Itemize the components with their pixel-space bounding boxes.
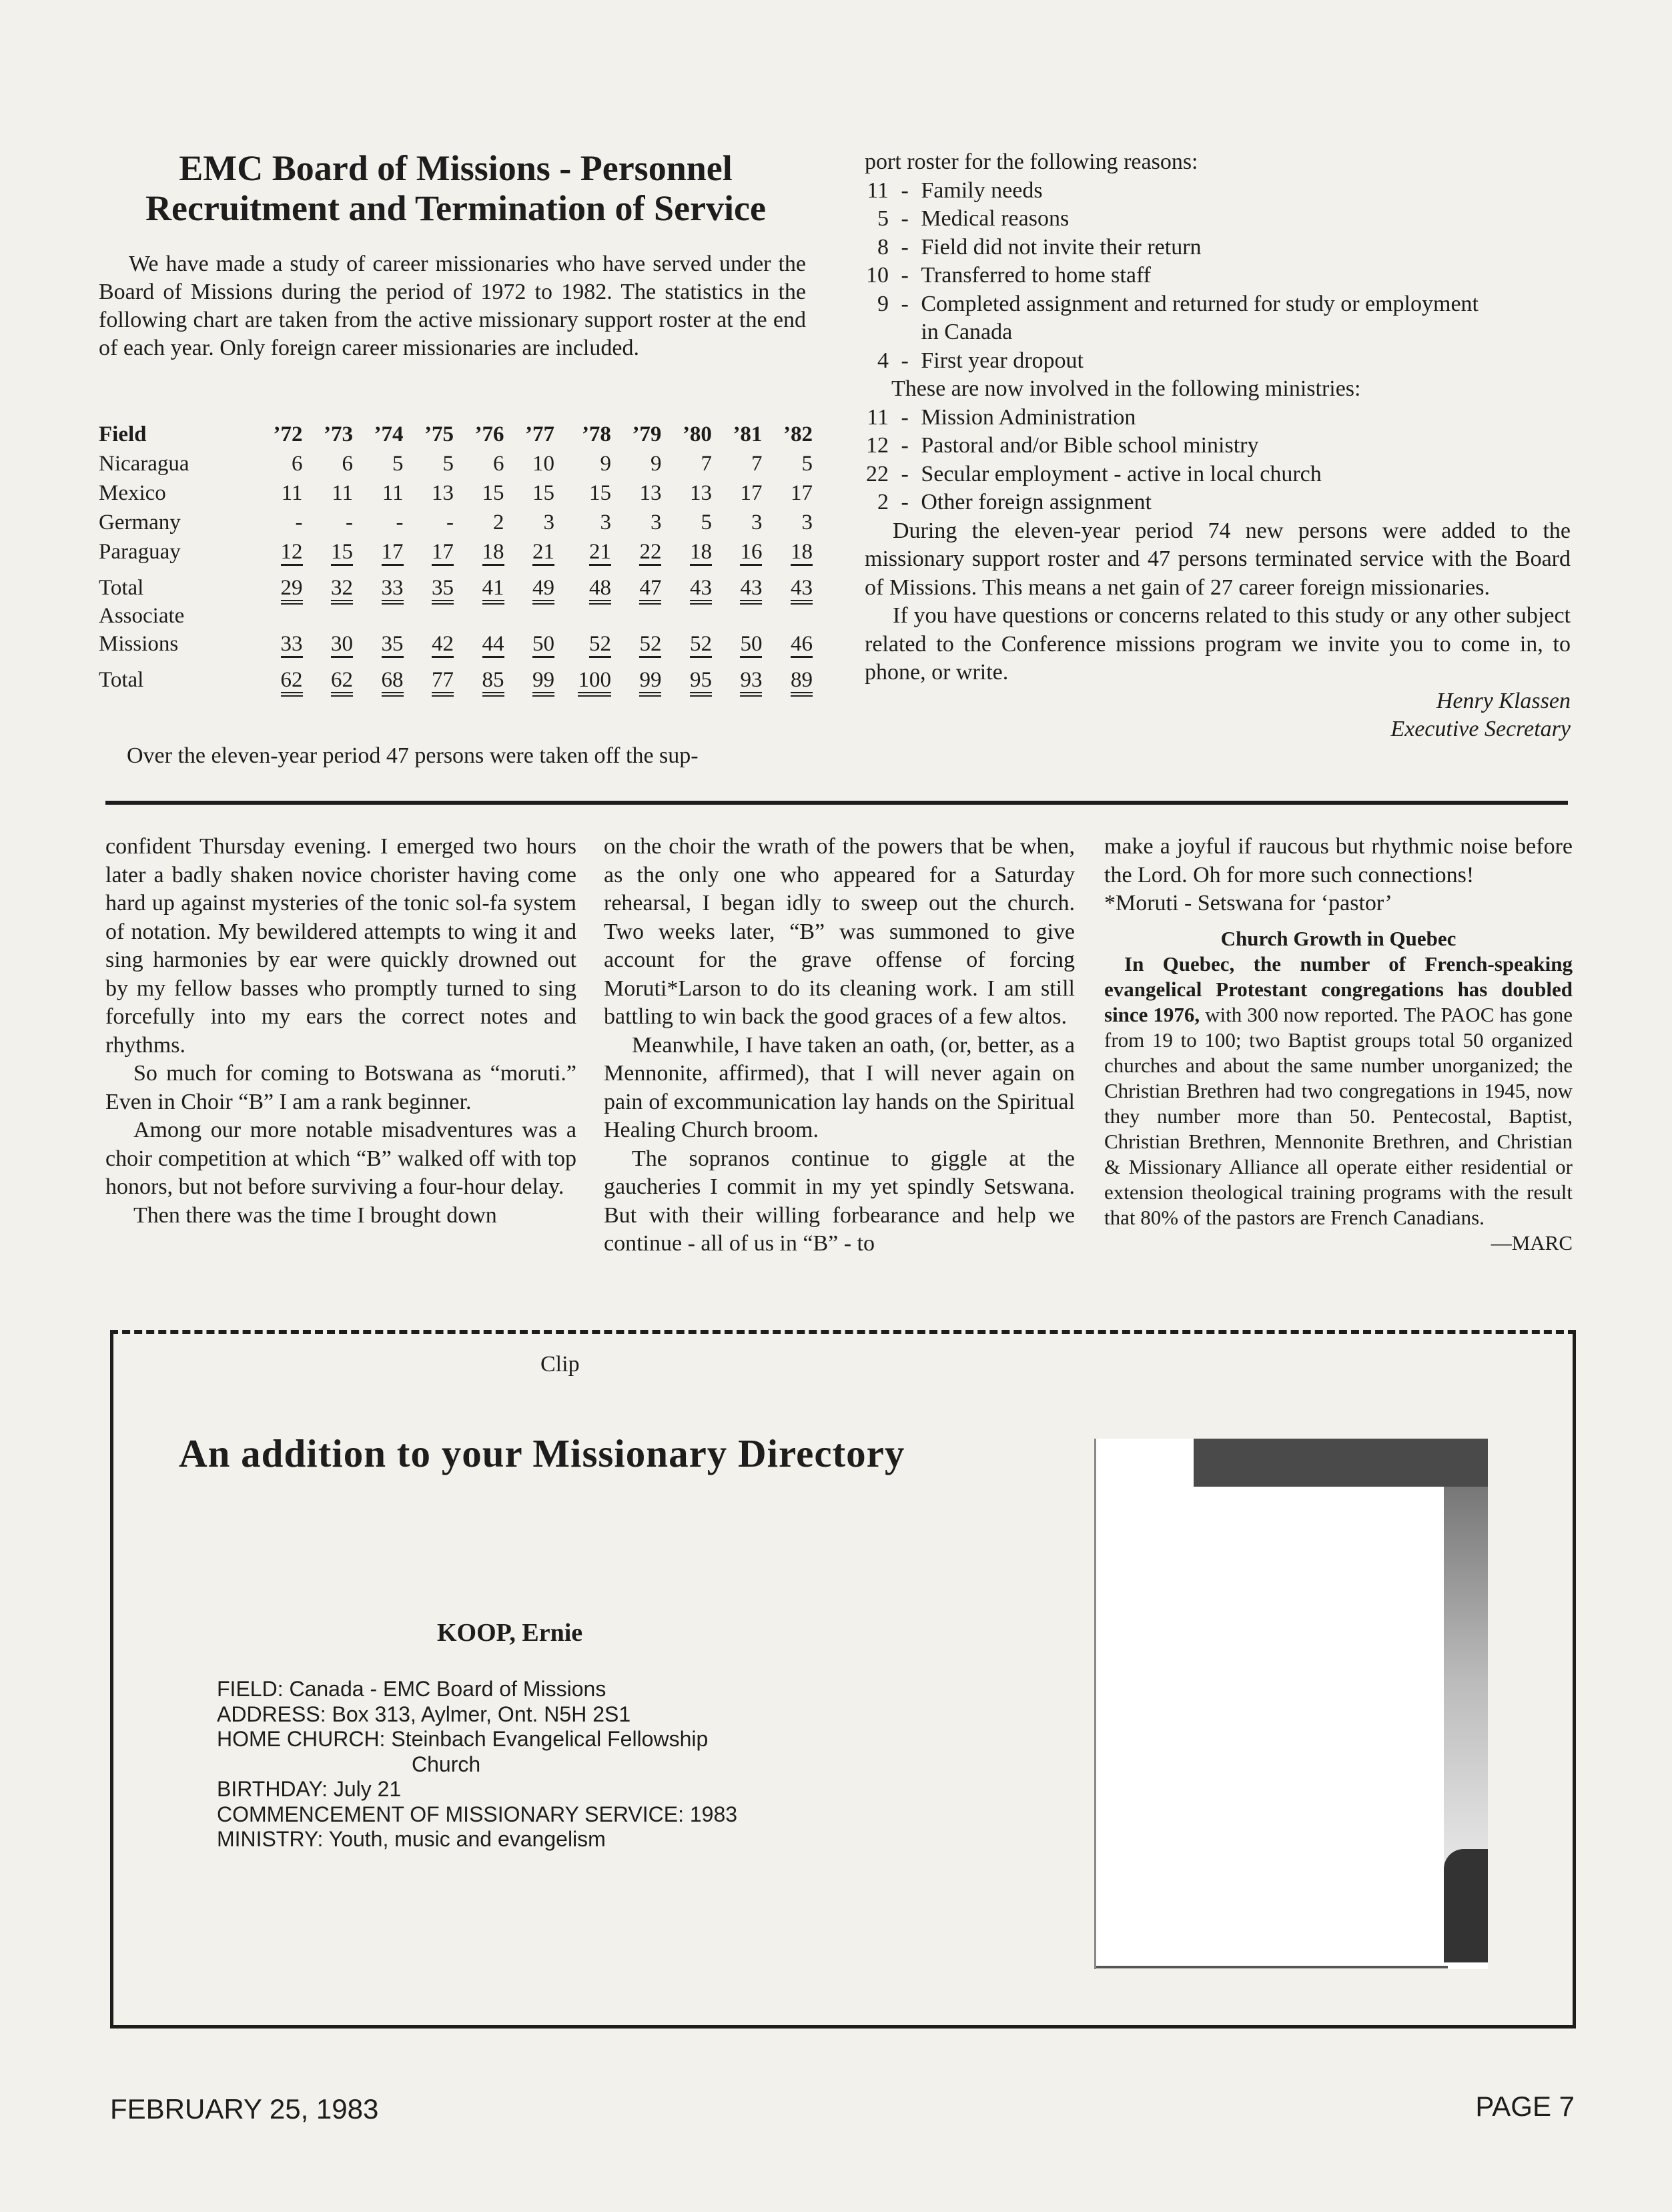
list-item bbox=[865, 404, 1571, 432]
table-cell bbox=[353, 448, 404, 478]
article-title bbox=[99, 148, 813, 228]
cell-value: 47 bbox=[639, 576, 661, 605]
table-cell bbox=[454, 658, 504, 694]
ministries-list bbox=[865, 404, 1571, 517]
clip-label: Clip bbox=[540, 1352, 580, 1377]
column-header: ’73 bbox=[324, 422, 353, 446]
cell-value: 3 bbox=[600, 510, 611, 534]
table-cell bbox=[252, 507, 303, 536]
cell-value: 50 bbox=[532, 632, 554, 658]
column-header: Field bbox=[99, 422, 147, 446]
cell-value: 32 bbox=[331, 576, 353, 605]
cell-value: 44 bbox=[482, 632, 504, 658]
continued-text: port roster for the following reasons: bbox=[865, 149, 1198, 174]
signature-name: Henry Klassen bbox=[1436, 688, 1571, 713]
cell-value: 77 bbox=[432, 668, 454, 697]
cell-value: 6 bbox=[342, 452, 353, 476]
table-cell bbox=[554, 478, 611, 507]
table-cell bbox=[454, 478, 504, 507]
footer-date: FEBRUARY 25, 1983 bbox=[110, 2093, 379, 2125]
photo-shadow bbox=[1194, 1439, 1488, 1487]
cell-value: 13 bbox=[432, 481, 454, 505]
table-cell bbox=[303, 478, 354, 507]
table-cell bbox=[454, 507, 504, 536]
table-cell bbox=[762, 478, 813, 507]
cell-value: 35 bbox=[382, 632, 404, 658]
cell-value: 50 bbox=[740, 632, 762, 658]
detail-home-church-cont: Church bbox=[412, 1752, 481, 1776]
cell-value: - bbox=[446, 510, 454, 534]
article-title-line1: EMC Board of Missions - Personnel bbox=[179, 148, 733, 188]
table-cell bbox=[303, 566, 354, 602]
table-cell bbox=[712, 602, 763, 658]
table-row bbox=[99, 602, 813, 658]
list-item-count: 4 bbox=[877, 348, 889, 373]
cell-value: 15 bbox=[482, 481, 504, 505]
paragraph: The sopranos continue to giggle at the gaucheries I commit in my yet spindly Setswana. But with their willing forbearance and help we continue - all of us in “B” - to bbox=[604, 1146, 1075, 1256]
list-item-line: First year dropout bbox=[921, 348, 1084, 373]
quebec-lead: In Quebec, the number of French-speaking evangelical Protestant congregations has doubled since 1976, bbox=[1104, 952, 1573, 1026]
table-cell bbox=[611, 536, 662, 566]
list-item-line: Field did not invite their return bbox=[921, 234, 1202, 260]
column-header: ’75 bbox=[424, 422, 454, 446]
list-item-dash: - bbox=[895, 490, 915, 514]
table-row bbox=[99, 658, 813, 694]
cell-value: 49 bbox=[532, 576, 554, 605]
row-label bbox=[99, 602, 252, 658]
table-cell bbox=[303, 602, 354, 658]
table-row bbox=[99, 566, 813, 602]
cell-value: 9 bbox=[650, 452, 662, 476]
table-cell bbox=[712, 507, 763, 536]
missionary-details bbox=[217, 1677, 737, 1852]
table-cell bbox=[611, 478, 662, 507]
table-cell bbox=[554, 507, 611, 536]
table-cell bbox=[712, 658, 763, 694]
table-cell bbox=[252, 658, 303, 694]
photo-bottom-line bbox=[1094, 1966, 1448, 1968]
cell-value: 16 bbox=[740, 540, 762, 566]
table-cell bbox=[252, 478, 303, 507]
table-row bbox=[99, 478, 813, 507]
table-cell bbox=[252, 448, 303, 478]
table-cell bbox=[712, 566, 763, 602]
list-item-dash: - bbox=[895, 177, 915, 203]
column-header: ’76 bbox=[474, 422, 504, 446]
table-cell bbox=[661, 658, 712, 694]
table-cell bbox=[353, 507, 404, 536]
cell-value: 62 bbox=[331, 668, 353, 697]
table-cell bbox=[661, 602, 712, 658]
cell-value: 22 bbox=[639, 540, 661, 566]
table-cell bbox=[762, 448, 813, 478]
table-cell bbox=[712, 448, 763, 478]
paragraph: Then there was the time I brought down bbox=[133, 1202, 497, 1228]
column-header: ’78 bbox=[581, 422, 611, 446]
cell-value: 52 bbox=[589, 632, 611, 658]
cell-value: 7 bbox=[701, 452, 712, 476]
list-item-dash: - bbox=[895, 206, 915, 231]
cell-value: 7 bbox=[751, 452, 763, 476]
table-cell bbox=[404, 658, 454, 694]
table-cell bbox=[762, 658, 813, 694]
list-item-text bbox=[921, 432, 1258, 460]
cell-value: - bbox=[295, 510, 303, 534]
paragraph-net-gain: During the eleven-year period 74 new persons were added to the missionary support roster and 47 persons terminated service with the Board of Missions. This means a net gain of 27 career foreign missionaries. bbox=[865, 518, 1571, 600]
table-cell bbox=[303, 658, 354, 694]
table-cell bbox=[611, 658, 662, 694]
list-item-text bbox=[921, 177, 1042, 206]
table-row bbox=[99, 448, 813, 478]
table-cell bbox=[661, 478, 712, 507]
footer-page-number: PAGE 7 bbox=[1475, 2091, 1575, 2122]
table-cell bbox=[252, 536, 303, 566]
list-item bbox=[865, 432, 1571, 460]
table-cell bbox=[504, 566, 555, 602]
cell-value: 5 bbox=[442, 452, 454, 476]
detail-field: FIELD: Canada - EMC Board of Missions bbox=[217, 1677, 606, 1701]
list-item bbox=[865, 177, 1571, 206]
cell-value: 17 bbox=[791, 481, 813, 505]
table-cell bbox=[504, 478, 555, 507]
table-header-row bbox=[99, 419, 813, 448]
table-cell bbox=[554, 658, 611, 694]
cell-value: 11 bbox=[281, 481, 303, 505]
table-cell bbox=[404, 566, 454, 602]
table-cell bbox=[762, 536, 813, 566]
cell-value: 85 bbox=[482, 668, 504, 697]
cell-value: 62 bbox=[281, 668, 303, 697]
list-item-text bbox=[921, 404, 1136, 432]
table-cell bbox=[404, 478, 454, 507]
list-item-line: Transferred to home staff bbox=[921, 263, 1151, 288]
cell-value: 42 bbox=[432, 632, 454, 658]
cell-value: 11 bbox=[332, 481, 353, 505]
cell-value: 48 bbox=[589, 576, 611, 605]
list-item-count: 9 bbox=[877, 291, 889, 316]
cell-value: 9 bbox=[600, 452, 611, 476]
ministries-intro: These are now involved in the following ministries: bbox=[891, 376, 1361, 401]
missionary-photo bbox=[1094, 1439, 1488, 1969]
cell-value: 15 bbox=[588, 481, 611, 505]
table-cell bbox=[712, 536, 763, 566]
cell-value: 3 bbox=[801, 510, 813, 534]
list-item-line: in Canada bbox=[921, 320, 1013, 344]
column-header: ’79 bbox=[632, 422, 662, 446]
list-item-line: Secular employment - active in local church bbox=[921, 461, 1322, 486]
table-cell bbox=[303, 536, 354, 566]
list-item bbox=[865, 234, 1571, 262]
list-item-line: Completed assignment and returned for study or employment bbox=[921, 291, 1479, 316]
table-cell bbox=[504, 507, 555, 536]
cell-value: 95 bbox=[690, 668, 712, 697]
table-cell bbox=[611, 507, 662, 536]
list-item-count: 5 bbox=[877, 206, 889, 231]
table-cell bbox=[554, 602, 611, 658]
list-item-count: 8 bbox=[877, 234, 889, 260]
cell-value: 15 bbox=[532, 481, 554, 505]
table-cell bbox=[504, 448, 555, 478]
table-cell bbox=[353, 658, 404, 694]
cell-value: 13 bbox=[639, 481, 662, 505]
table-cell bbox=[252, 602, 303, 658]
table-cell bbox=[504, 536, 555, 566]
signature-title: Executive Secretary bbox=[1390, 717, 1571, 741]
detail-birthday: BIRTHDAY: July 21 bbox=[217, 1777, 402, 1801]
table-cell bbox=[661, 507, 712, 536]
table-cell bbox=[454, 566, 504, 602]
cell-value: 35 bbox=[432, 576, 454, 605]
list-item-count: 2 bbox=[877, 490, 889, 514]
cell-value: 18 bbox=[482, 540, 504, 566]
list-item-dash: - bbox=[895, 291, 915, 316]
detail-address: ADDRESS: Box 313, Aylmer, Ont. N5H 2S1 bbox=[217, 1702, 631, 1726]
article-title-line2: Recruitment and Termination of Service bbox=[145, 188, 766, 228]
paragraph: confident Thursday evening. I emerged two hours later a badly shaken novice chorister having come hard up against mysteries of the tonic sol-fa system of notation. My bewildered attempts to wing it and sing harmonies by ear were quickly drowned out by my fellow basses who promptly turned to sing forcefully into my ears the correct notes and rhythms. bbox=[105, 834, 576, 1058]
table-cell bbox=[404, 507, 454, 536]
detail-home-church: HOME CHURCH: Steinbach Evangelical Fellowship bbox=[217, 1727, 709, 1751]
row-label-line: Missions bbox=[99, 632, 179, 656]
cell-value: 3 bbox=[543, 510, 554, 534]
table-cell bbox=[611, 448, 662, 478]
list-item-text bbox=[921, 488, 1152, 517]
list-item-text bbox=[921, 290, 1479, 347]
cell-value: 100 bbox=[578, 668, 611, 697]
paragraph: Meanwhile, I have taken an oath, (or, better, as a Mennonite, affirmed), that I will never again on pain of excommunication lay hands on the Spiritual Healing Church broom. bbox=[604, 1032, 1075, 1142]
choir-column-2 bbox=[604, 833, 1075, 1258]
column-header: ’82 bbox=[783, 422, 813, 446]
section-divider bbox=[105, 801, 1568, 805]
list-item bbox=[865, 460, 1571, 489]
list-item-text bbox=[921, 262, 1151, 290]
list-item-line: Other foreign assignment bbox=[921, 490, 1152, 514]
table-cell bbox=[611, 566, 662, 602]
article-intro: We have made a study of career missionaries who have served under the Board of Missions during the period of 1972 to 1982. The statistics in the following chart are taken from the active missionary support roster at the end of each year. Only foreign career missionaries are included. bbox=[99, 252, 806, 360]
photo-left-edge bbox=[1094, 1439, 1096, 1969]
table-cell bbox=[504, 658, 555, 694]
list-item bbox=[865, 205, 1571, 234]
cell-value: 17 bbox=[432, 540, 454, 566]
table-cell bbox=[762, 507, 813, 536]
list-item-text bbox=[921, 234, 1201, 262]
cell-value: 17 bbox=[740, 481, 763, 505]
table-cell bbox=[661, 566, 712, 602]
row-label: Total bbox=[99, 668, 144, 692]
table-body bbox=[99, 448, 813, 694]
detail-ministry: MINISTRY: Youth, music and evangelism bbox=[217, 1827, 606, 1851]
row-label: Nicaragua bbox=[99, 452, 189, 476]
cell-value: 29 bbox=[281, 576, 303, 605]
reasons-list bbox=[865, 177, 1571, 376]
row-label: Paraguay bbox=[99, 540, 181, 564]
photo-dark-corner bbox=[1444, 1849, 1488, 1962]
table-cell bbox=[303, 507, 354, 536]
list-item-count: 12 bbox=[866, 433, 889, 458]
list-item-dash: - bbox=[895, 433, 915, 458]
table-cell bbox=[303, 448, 354, 478]
list-item-line: Mission Administration bbox=[921, 404, 1136, 430]
cell-value: 33 bbox=[382, 576, 404, 605]
quebec-source: —MARC bbox=[1491, 1230, 1573, 1254]
cell-value: - bbox=[346, 510, 353, 534]
cell-value: 33 bbox=[281, 632, 303, 658]
list-item-line: Medical reasons bbox=[921, 206, 1070, 231]
cell-value: 99 bbox=[639, 668, 661, 697]
table-cell bbox=[353, 536, 404, 566]
table-cell bbox=[454, 448, 504, 478]
list-item-count: 10 bbox=[866, 263, 889, 288]
table-cell bbox=[404, 602, 454, 658]
column-header: ’72 bbox=[273, 422, 303, 446]
table-row bbox=[99, 507, 813, 536]
directory-heading: An addition to your Missionary Directory bbox=[179, 1431, 905, 1475]
article-continued-left: Over the eleven-year period 47 persons were taken off the sup- bbox=[127, 743, 699, 768]
cell-value: 2 bbox=[493, 510, 504, 534]
missionary-stats-table bbox=[99, 419, 813, 694]
list-item-dash: - bbox=[895, 263, 915, 288]
list-item-dash: - bbox=[895, 348, 915, 373]
footnote: *Moruti - Setswana for ‘pastor’ bbox=[1104, 891, 1392, 915]
cell-value: 5 bbox=[392, 452, 404, 476]
row-label-line: Associate bbox=[99, 604, 185, 628]
paragraph: So much for coming to Botswana as “moruti.” Even in Choir “B” I am a rank beginner. bbox=[105, 1061, 576, 1114]
list-item-dash: - bbox=[895, 404, 915, 430]
cell-value: 6 bbox=[493, 452, 504, 476]
cell-value: - bbox=[396, 510, 404, 534]
table-cell bbox=[661, 536, 712, 566]
table-cell bbox=[504, 602, 555, 658]
cell-value: 13 bbox=[689, 481, 712, 505]
column-header: ’77 bbox=[525, 422, 554, 446]
cell-value: 93 bbox=[740, 668, 762, 697]
list-item-dash: - bbox=[895, 234, 915, 260]
choir-column-3 bbox=[1104, 833, 1573, 1256]
cell-value: 17 bbox=[382, 540, 404, 566]
cell-value: 5 bbox=[701, 510, 712, 534]
cell-value: 5 bbox=[801, 452, 813, 476]
list-item-text bbox=[921, 205, 1069, 234]
table-cell bbox=[611, 602, 662, 658]
table-cell bbox=[762, 566, 813, 602]
cell-value: 3 bbox=[751, 510, 763, 534]
cell-value: 21 bbox=[589, 540, 611, 566]
paragraph: make a joyful if raucous but rhythmic noise before the Lord. Oh for more such connections! bbox=[1104, 834, 1573, 887]
row-label: Mexico bbox=[99, 481, 166, 505]
list-item bbox=[865, 290, 1571, 347]
column-header: ’81 bbox=[733, 422, 763, 446]
table-cell bbox=[661, 448, 712, 478]
list-item-line: Family needs bbox=[921, 177, 1043, 203]
cell-value: 43 bbox=[740, 576, 762, 605]
detail-commencement: COMMENCEMENT OF MISSIONARY SERVICE: 1983 bbox=[217, 1802, 738, 1826]
cell-value: 11 bbox=[382, 481, 404, 505]
column-header: ’80 bbox=[682, 422, 712, 446]
cell-value: 41 bbox=[482, 576, 504, 605]
cell-value: 43 bbox=[791, 576, 813, 605]
table-cell bbox=[353, 566, 404, 602]
cell-value: 52 bbox=[639, 632, 661, 658]
cell-value: 18 bbox=[690, 540, 712, 566]
table-cell bbox=[554, 566, 611, 602]
choir-column-1 bbox=[105, 833, 576, 1230]
cell-value: 12 bbox=[281, 540, 303, 566]
cell-value: 15 bbox=[331, 540, 353, 566]
paragraph: Among our more notable misadventures was a choir competition at which “B” walked off with top honors, but not before surviving a four-hour delay. bbox=[105, 1118, 576, 1199]
table-cell bbox=[554, 448, 611, 478]
paragraph: on the choir the wrath of the powers that be when, as the only one who appeared for a Saturday rehearsal, I began idly to sweep out the church. Two weeks later, “B” was summoned to give account for the grave offense of forcing Moruti*Larson to do its cleaning work. I am still battling to win back the good graces of a few altos. bbox=[604, 834, 1075, 1029]
table-cell bbox=[554, 536, 611, 566]
list-item bbox=[865, 347, 1571, 376]
cell-value: 52 bbox=[690, 632, 712, 658]
cell-value: 21 bbox=[532, 540, 554, 566]
table-cell bbox=[712, 478, 763, 507]
list-item-count: 11 bbox=[867, 404, 889, 430]
table-cell bbox=[353, 478, 404, 507]
cell-value: 18 bbox=[791, 540, 813, 566]
quebec-heading: Church Growth in Quebec bbox=[1220, 926, 1456, 950]
cell-value: 43 bbox=[690, 576, 712, 605]
quebec-article bbox=[1104, 952, 1573, 1254]
paragraph-questions: If you have questions or concerns related to this study or any other subject related to the Conference missions program we invite you to come in, to phone, or write. bbox=[865, 603, 1571, 685]
row-label: Total bbox=[99, 576, 144, 600]
list-item-count: 22 bbox=[866, 461, 889, 486]
list-item bbox=[865, 488, 1571, 517]
quebec-body: with 300 now reported. The PAOC has gone from 19 to 100; two Baptist groups total 50 organized churches and about the same number unorganized; the Christian Brethren had two congregations in 1945, now they number more than 50. Pentecostal, Baptist, Christian Brethren, Mennonite Brethren, and Christian & Missionary Alliance all operate either residential or extension theological training programs with the result that 80% of the pastors are French Canadians. bbox=[1104, 1002, 1573, 1229]
cell-value: 10 bbox=[532, 452, 554, 476]
cell-value: 46 bbox=[791, 632, 813, 658]
list-item-line: Pastoral and/or Bible school ministry bbox=[921, 433, 1259, 458]
table-cell bbox=[404, 536, 454, 566]
table-cell bbox=[404, 448, 454, 478]
list-item-count: 11 bbox=[867, 177, 889, 203]
table-cell bbox=[454, 602, 504, 658]
table-cell bbox=[454, 536, 504, 566]
table-cell bbox=[252, 566, 303, 602]
cell-value: 89 bbox=[791, 668, 813, 697]
article-right-column bbox=[865, 148, 1571, 744]
column-header: ’74 bbox=[374, 422, 404, 446]
list-item-text bbox=[921, 347, 1084, 376]
list-item bbox=[865, 262, 1571, 290]
list-item-dash: - bbox=[895, 461, 915, 486]
cell-value: 3 bbox=[650, 510, 662, 534]
table-row bbox=[99, 536, 813, 566]
cell-value: 68 bbox=[382, 668, 404, 697]
missionary-name: KOOP, Ernie bbox=[437, 1619, 583, 1647]
row-label: Germany bbox=[99, 510, 181, 534]
table-cell bbox=[353, 602, 404, 658]
cell-value: 30 bbox=[331, 632, 353, 658]
cell-value: 6 bbox=[292, 452, 303, 476]
cell-value: 99 bbox=[532, 668, 554, 697]
table-cell bbox=[762, 602, 813, 658]
list-item-text bbox=[921, 460, 1321, 489]
